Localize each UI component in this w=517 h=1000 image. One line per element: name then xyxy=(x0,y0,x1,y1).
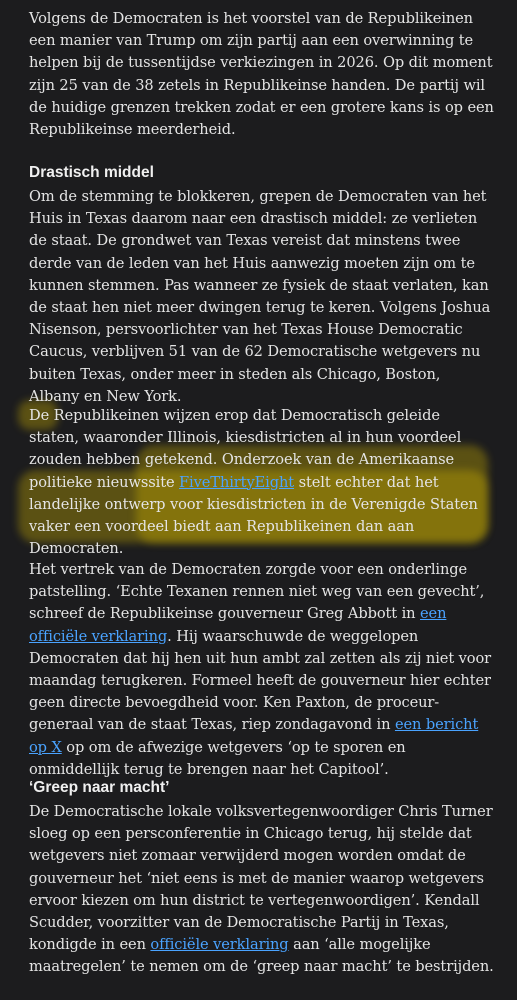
section-heading-greep-naar-macht: ‘Greep naar macht’ xyxy=(29,779,170,796)
democratic-party-statement-link[interactable]: officiële verklaring xyxy=(150,936,289,954)
paragraph-2: Om de stemming te blokkeren, grepen de Democraten van het Huis in Texas daarom naar een drastisch middel: ze verlieten de staat. De grondwet van Texas vereist dat minstens twee derde van de leden van het Huis aanwezig moeten zijn om te kunnen stemmen. Pas wanneer ze fysiek de staat verlaten, kan de staat hen niet meer dwingen terug te keren. Volgens Joshua Nisenson, persvoorlichter van het Texas House Democratic Caucus, verblijven 51 van de 62 Democratische wetgevers nu buiten Texas, onder meer in steden als Chicago, Boston, Albany en New York. xyxy=(29,188,491,405)
section-heading-drastisch-middel: Drastisch middel xyxy=(29,164,154,181)
paragraph-3 xyxy=(29,405,494,560)
paragraph-4-text: Het vertrek van de Democraten zorgde voor een onderlinge patstelling. ‘Echte Texanen rennen niet weg van een gevecht’, schreef de Republikeinse gouverneur Greg Abbott in xyxy=(29,561,485,623)
paragraph-5-text-end: aan ‘alle mogelijke maatregelen’ te nemen om de ‘greep naar macht’ te bestrijden. xyxy=(29,936,494,976)
paragraph-3-text-end: stelt echter dat het landelijke ontwerp voor kiesdistricten in de Verenigde Staten vaker een voordeel biedt aan Republikeinen dan aan Democraten. xyxy=(29,473,478,558)
paragraph-4-text-end: op om de afwezige wetgevers ‘op te sporen en onmiddellijk terug te brengen naar het Capitool’. xyxy=(29,738,406,778)
x-post-link[interactable]: een bericht op X xyxy=(29,716,479,756)
paragraph-5-text: De Democratische lokale volksvertegenwoordiger Chris Turner sloeg op een persconferentie in Chicago terug, hij stelde dat wetgevers niet zomaar verwijderd mogen worden omdat de gouverneur het ‘niet eens is met de manier waarop wetgevers ervoor kiezen om hun district te vertegenwoordigen’. Kendall Scudder, voorzitter van de Democratische Partij in Texas, kondigde in een xyxy=(29,803,493,954)
paragraph-4-text-middle: . Hij waarschuwde de weggelopen Democraten dat hij hen uit hun ambt zal zetten als zij niet voor maandag terugkeren. Formeel heeft de gouverneur hier echter geen directe bevoegdheid voor. Ken Paxton, de proceur-generaal van de staat Texas, riep zondagavond in xyxy=(29,627,492,734)
paragraph-3-text: De Republikeinen wijzen erop dat Democratisch geleide staten, waaronder Illinois, kiesdistricten al in hun voordeel zouden hebben getekend. Onderzoek van de Amerikaanse politieke nieuwssite xyxy=(29,407,462,491)
paragraph-1: Volgens de Democraten is het voorstel van de Republikeinen een manier van Trump om zijn partij aan een overwinning te helpen bij de tussentijdse verkiezingen in 2026. Op dit moment zijn 25 van de 38 zetels in Republikeinse handen. De partij wil de huidige grenzen trekken zodat er een grotere kans is op een Republikeinse meerderheid. xyxy=(29,10,494,139)
official-statement-link[interactable]: een officiële verklaring xyxy=(29,605,447,645)
fivethirtyeight-link[interactable]: FiveThirtyEight xyxy=(179,473,295,491)
paragraph-5 xyxy=(29,801,494,979)
paragraph-4 xyxy=(29,559,494,781)
